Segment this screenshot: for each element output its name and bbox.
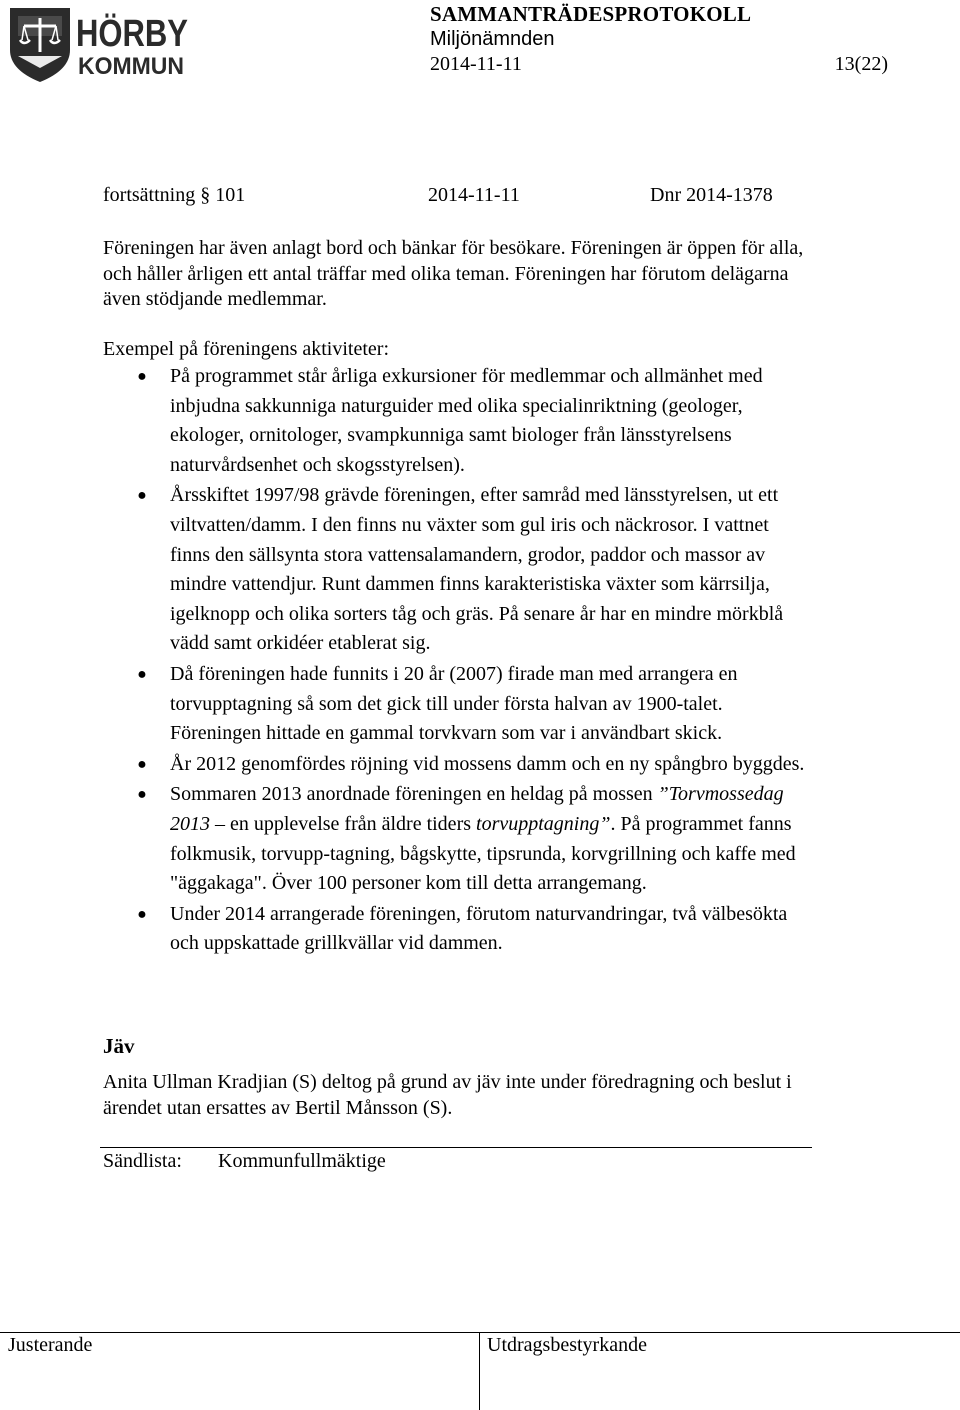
distribution-label: Sändlista: — [103, 1150, 182, 1172]
case-date: 2014-11-11 — [428, 184, 520, 206]
footer-divider — [0, 1332, 960, 1333]
bullet-icon: ● — [137, 368, 147, 385]
list-item-text: På programmet står årliga exkursioner för medlemmar och allmänhet med inbjudna sakkunniga naturguider med olika specialinriktning (geologer, ekologer, ornitologer, svampkunniga samt biologer från länsstyrelsens naturvårdsenhet och skogsstyrelsen). — [170, 365, 763, 476]
bullet-icon: ● — [137, 487, 147, 505]
protocol-title: SAMMANTRÄDESPROTOKOLL — [430, 2, 752, 26]
list-item-text: Under 2014 arrangerade föreningen, förutom naturvandringar, två välbesökta och uppskattade grillkvällar vid dammen. — [170, 902, 788, 955]
list-item-text: Årsskiftet 1997/98 grävde föreningen, efter samråd med länsstyrelsen, ut ett viltvatten/damm. I den finns nu växter som gul iris och näckrosor. I vattnet finns den sällsynta stora vattensalamandern, grodor, paddor och massor av mindre vattendjur. Runt dammen finns karakteristiska växter som kärrsilja, igelknopp och olika sorters tåg och gräs. På senare år har en mindre mörkblå vädd samt orkidéer etablerat sig. — [170, 484, 784, 655]
activities-intro: Exempel på föreningens aktiviteter: — [103, 338, 390, 360]
coat-of-arms-icon — [10, 8, 70, 82]
list-item-text — [170, 783, 796, 894]
meeting-date: 2014-11-11 — [430, 53, 522, 75]
text-segment: Sommaren 2013 anordnade föreningen en heldag på mossen — [170, 783, 658, 806]
bullet-icon: ● — [137, 905, 147, 923]
footer-column-divider — [479, 1332, 480, 1410]
logo-sub: KOMMUN — [78, 53, 184, 80]
activities-list — [137, 362, 810, 960]
list-item — [137, 780, 810, 898]
bullet-icon: ● — [137, 786, 147, 804]
list-item-text: Då föreningen hade funnits i 20 år (2007) firade man med arrangera en torvupptagning så som det gick till under första halvan av 1900-talet. Föreningen hittade en gammal torvkvarn som var i användbart skick. — [170, 662, 738, 745]
committee-name: Miljönämnden — [430, 28, 555, 50]
page-number: 13(22) — [834, 53, 888, 75]
case-dnr: Dnr 2014-1378 — [650, 184, 773, 206]
list-item — [137, 362, 810, 480]
list-item — [137, 481, 810, 659]
jav-text: Anita Ullman Kradjian (S) deltog på grund av jäv inte under föredragning och beslut i ärendet utan ersattes av Bertil Månsson (S). — [103, 1071, 792, 1119]
jav-heading: Jäv — [103, 1034, 135, 1058]
divider — [100, 1147, 812, 1148]
event-subtitle-italic: torvupptagning” — [476, 812, 611, 835]
list-item — [137, 660, 810, 749]
text-segment: – en upplevelse från äldre tiders — [210, 812, 477, 835]
bullet-icon: ● — [137, 665, 147, 683]
horby-kommun-logo — [8, 6, 214, 84]
logo-name: HÖRBY — [76, 13, 214, 55]
list-item-text: År 2012 genomfördes röjning vid mossens damm och en ny spångbro byggdes. — [170, 752, 805, 775]
event-name-italic: ”Torvmossedag 2013 — [170, 783, 784, 835]
footer-utdragsbestyrkande: Utdragsbestyrkande — [487, 1334, 647, 1356]
footer-justerande: Justerande — [8, 1334, 93, 1356]
case-reference: fortsättning § 101 — [103, 184, 246, 206]
list-item — [137, 900, 810, 959]
body-paragraph: Föreningen har även anlagt bord och bänkar för besökare. Föreningen är öppen för alla, och håller årligen ett antal träffar med olika teman. Föreningen har förutom delägarna även stödjande medlemmar. — [103, 237, 804, 310]
distribution-value: Kommunfullmäktige — [218, 1150, 386, 1172]
bullet-icon: ● — [137, 755, 147, 773]
text-segment: . På programmet fanns folkmusik, torvupp-tagning, bågskytte, tipsrunda, korvgrillning och kaffe med "äggakaga". Över 100 personer kom till detta arrangemang. — [170, 812, 796, 895]
list-item — [137, 750, 810, 780]
